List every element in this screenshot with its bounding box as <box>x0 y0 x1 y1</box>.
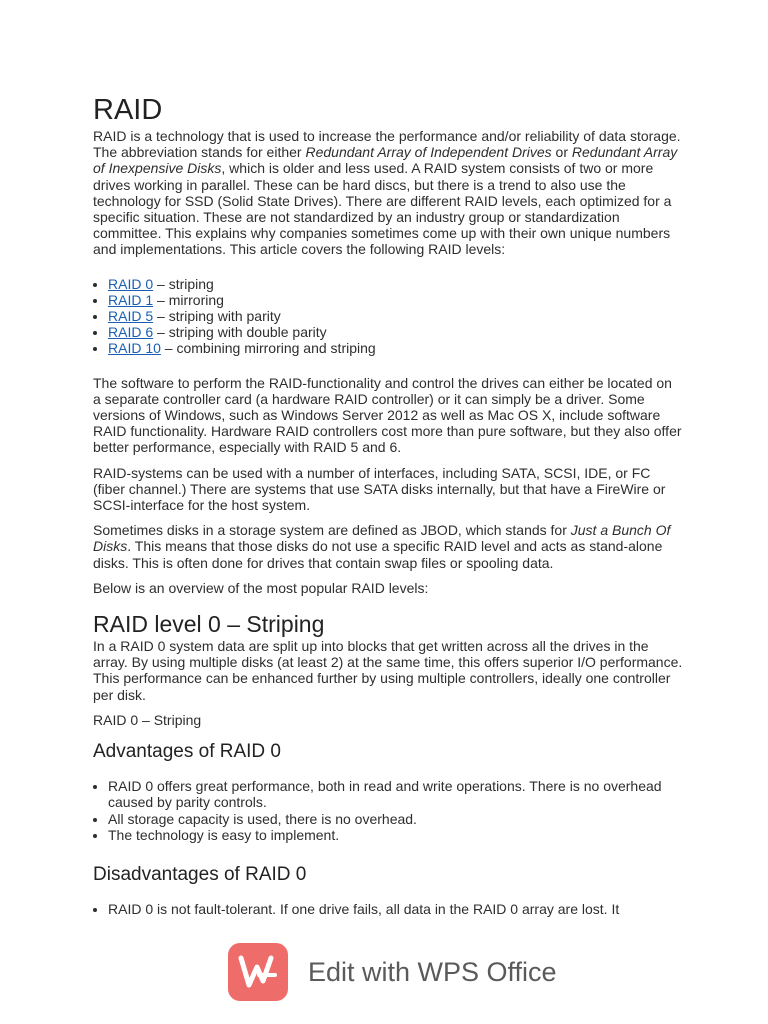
list-item: • The technology is easy to implement. <box>108 827 683 843</box>
list-item <box>108 276 683 292</box>
list-item-text: – striping with parity <box>153 308 281 325</box>
raid-levels-list <box>93 276 683 357</box>
jbod-emphasis: Just a Bunch Of Disks <box>93 522 671 555</box>
intro-text-2: or <box>551 144 572 161</box>
jbod-text-2: . This means that those disks do not use a specific RAID level and acts as stand-alone disks. This is often done for drives that contain swap files or spooling data. <box>93 538 663 571</box>
intro-text-3: , which is older and less used. A RAID system consists of two or more drives working in parallel. These can be hard discs, but there is a trend to also use the technology for SSD (Solid State Drives). There are different RAID levels, each optimized for a specific situation. These are not standardized by an industry group or standardization committee. This explains why companies sometimes come up with their own unique numbers and implementations. This article covers the following RAID levels: <box>93 160 672 258</box>
wps-edit-label[interactable]: Edit with WPS Office <box>308 956 557 987</box>
raid-6-link[interactable]: RAID 6 <box>108 324 154 341</box>
raid-0-link[interactable]: RAID 0 <box>108 275 154 292</box>
software-paragraph: The software to perform the RAID-functionality and control the drives can either be located on a separate controller card (a hardware RAID controller) or it can simply be a driver. Some versions of Windows, such as Windows Server 2012 as well as Mac OS X, include software RAID functionality. Hardware RAID controllers cost more than pure software, but they also offer better performance, especially with RAID 5 and 6. <box>93 374 682 456</box>
intro-emphasis-2: Redundant Array of Inexpensive Disks <box>93 144 678 177</box>
wps-logo-icon-glyph <box>238 955 278 989</box>
raid-5-link[interactable]: RAID 5 <box>108 308 154 325</box>
list-item <box>108 308 683 324</box>
list-item: • RAID 0 is not fault-tolerant. If one drive fails, all data in the RAID 0 array are lost. It <box>108 901 683 917</box>
list-item-text: – striping with double parity <box>153 324 327 341</box>
advantages-list <box>93 778 683 843</box>
disadvantages-list <box>93 901 683 917</box>
list-item-text: – combining mirroring and striping <box>160 340 376 357</box>
list-item <box>108 340 683 356</box>
jbod-paragraph <box>93 522 683 571</box>
list-item <box>108 324 683 340</box>
document-page <box>93 92 683 917</box>
interfaces-paragraph: RAID-systems can be used with a number of interfaces, including SATA, SCSI, IDE, or FC (fiber channel.) There are systems that use SATA disks internally, but that have a FireWire or SCSI-interface for the host system. <box>93 464 666 514</box>
list-item: • RAID 0 offers great performance, both in read and write operations. There is no overhead caused by parity controls. <box>108 778 683 810</box>
overview-paragraph: Below is an overview of the most popular RAID levels: <box>93 579 429 596</box>
jbod-text-1: Sometimes disks in a storage system are defined as JBOD, which stands for <box>93 522 571 539</box>
wps-edit-banner[interactable] <box>228 942 568 1002</box>
raid-10-link[interactable]: RAID 10 <box>108 340 161 357</box>
intro-text-1: RAID is a technology that is used to increase the performance and/or reliability of data storage. The abbreviation stands for either <box>93 128 681 161</box>
list-item-text: – striping <box>153 275 214 292</box>
intro-paragraph <box>93 128 683 258</box>
intro-emphasis-1: Redundant Array of Independent Drives <box>305 144 552 161</box>
raid0-heading: RAID level 0 – Striping <box>93 611 325 638</box>
document-title: RAID <box>93 94 163 126</box>
list-item: • All storage capacity is used, there is no overhead. <box>108 811 683 827</box>
wps-logo-icon[interactable] <box>228 943 288 1001</box>
raid-1-link[interactable]: RAID 1 <box>108 291 154 308</box>
list-item <box>108 292 683 308</box>
disadvantages-heading: Disadvantages of RAID 0 <box>93 863 307 885</box>
list-item-text: – mirroring <box>153 291 224 308</box>
raid0-caption: RAID 0 – Striping <box>93 711 202 728</box>
advantages-heading: Advantages of RAID 0 <box>93 741 281 763</box>
raid0-body: In a RAID 0 system data are split up into blocks that get written across all the drives in the array. By using multiple disks (at least 2) at the same time, this offers superior I/O performance. This performance can be enhanced further by using multiple controllers, ideally one controller per disk. <box>93 638 683 703</box>
